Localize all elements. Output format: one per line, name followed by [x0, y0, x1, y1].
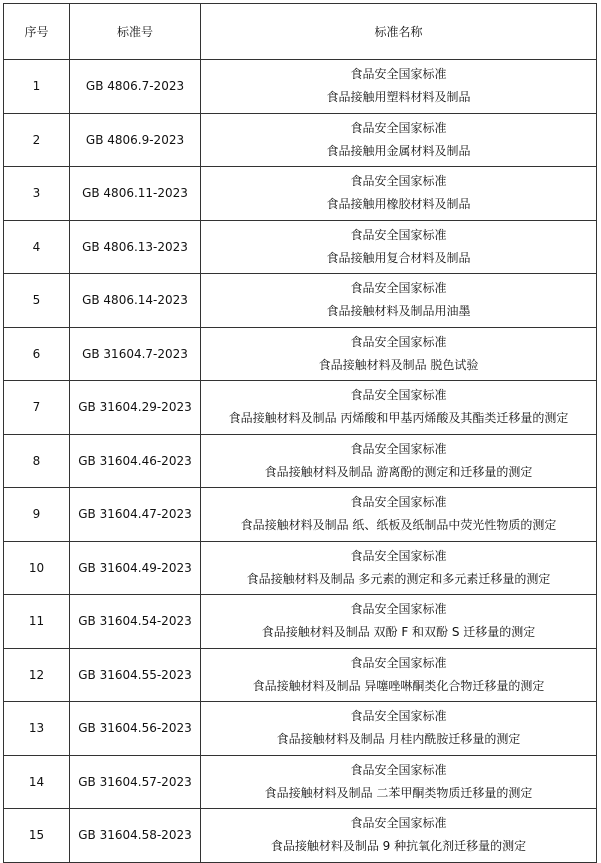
row-name-line1: 食品安全国家标准	[350, 441, 447, 456]
row-name-line2: 食品接触用复合材料及制品	[326, 250, 471, 265]
row-no: 6	[4, 327, 70, 381]
row-no: 2	[4, 113, 70, 167]
row-name-line1: 食品安全国家标准	[350, 709, 447, 724]
header-code: 标准号	[70, 4, 201, 60]
row-code: GB 31604.29-2023	[70, 381, 201, 435]
row-name	[201, 381, 597, 435]
row-code: GB 31604.7-2023	[70, 327, 201, 381]
row-name	[201, 702, 597, 756]
table-row	[4, 809, 597, 863]
row-code: GB 31604.49-2023	[70, 541, 201, 595]
row-code: GB 31604.55-2023	[70, 648, 201, 702]
row-code: GB 31604.46-2023	[70, 434, 201, 488]
row-name-line1: 食品安全国家标准	[350, 334, 447, 349]
row-name	[201, 595, 597, 649]
table-row	[4, 595, 597, 649]
row-no: 14	[4, 755, 70, 809]
row-name-line1: 食品安全国家标准	[350, 67, 447, 82]
table-row	[4, 755, 597, 809]
row-no: 11	[4, 595, 70, 649]
header-name: 标准名称	[201, 4, 597, 60]
standards-table	[3, 3, 597, 863]
row-name	[201, 327, 597, 381]
row-name-line2: 食品接触材料及制品 脱色试验	[318, 357, 479, 372]
row-no: 5	[4, 274, 70, 328]
row-name	[201, 755, 597, 809]
row-name	[201, 648, 597, 702]
row-name	[201, 167, 597, 221]
row-name-line1: 食品安全国家标准	[350, 227, 447, 242]
row-name-line2: 食品接触材料及制品 月桂内酰胺迁移量的测定	[276, 732, 521, 747]
table-row	[4, 541, 597, 595]
row-no: 13	[4, 702, 70, 756]
row-no: 7	[4, 381, 70, 435]
row-name-line2: 食品接触材料及制品 游离酚的测定和迁移量的测定	[264, 464, 533, 479]
row-name-line2: 食品接触材料及制品用油墨	[326, 304, 471, 319]
row-no: 15	[4, 809, 70, 863]
row-code: GB 4806.14-2023	[70, 274, 201, 328]
row-name-line2: 食品接触材料及制品 丙烯酸和甲基丙烯酸及其酯类迁移量的测定	[228, 411, 569, 426]
row-name-line1: 食品安全国家标准	[350, 388, 447, 403]
header-no: 序号	[4, 4, 70, 60]
row-name-line2: 食品接触用橡胶材料及制品	[326, 197, 471, 212]
row-code: GB 4806.11-2023	[70, 167, 201, 221]
row-no: 10	[4, 541, 70, 595]
row-name-line1: 食品安全国家标准	[350, 548, 447, 563]
row-no: 9	[4, 488, 70, 542]
header-row	[4, 4, 597, 60]
table-row	[4, 381, 597, 435]
table-row	[4, 434, 597, 488]
row-name-line1: 食品安全国家标准	[350, 495, 447, 510]
row-name-line2: 食品接触用塑料材料及制品	[326, 90, 471, 105]
row-name-line2: 食品接触材料及制品 纸、纸板及纸制品中荧光性物质的测定	[240, 518, 557, 533]
row-name-line1: 食品安全国家标准	[350, 281, 447, 296]
table-row	[4, 648, 597, 702]
row-code: GB 4806.13-2023	[70, 220, 201, 274]
row-name-line1: 食品安全国家标准	[350, 655, 447, 670]
table-row	[4, 113, 597, 167]
table-body	[4, 60, 597, 863]
row-name	[201, 60, 597, 114]
table-row	[4, 220, 597, 274]
row-name	[201, 541, 597, 595]
row-code: GB 31604.57-2023	[70, 755, 201, 809]
row-name	[201, 274, 597, 328]
row-name-line1: 食品安全国家标准	[350, 816, 447, 831]
row-name	[201, 809, 597, 863]
row-name	[201, 220, 597, 274]
row-no: 8	[4, 434, 70, 488]
table-row	[4, 488, 597, 542]
table-row	[4, 327, 597, 381]
row-name-line1: 食品安全国家标准	[350, 602, 447, 617]
row-code: GB 4806.7-2023	[70, 60, 201, 114]
row-name-line2: 食品接触用金属材料及制品	[326, 143, 471, 158]
row-code: GB 31604.58-2023	[70, 809, 201, 863]
row-name-line1: 食品安全国家标准	[350, 120, 447, 135]
row-name-line2: 食品接触材料及制品 9 种抗氧化剂迁移量的测定	[270, 839, 527, 854]
row-code: GB 31604.47-2023	[70, 488, 201, 542]
row-code: GB 31604.56-2023	[70, 702, 201, 756]
row-code: GB 31604.54-2023	[70, 595, 201, 649]
row-name-line2: 食品接触材料及制品 双酚 F 和双酚 S 迁移量的测定	[261, 625, 536, 640]
table-row	[4, 60, 597, 114]
row-no: 1	[4, 60, 70, 114]
table-row	[4, 274, 597, 328]
row-no: 12	[4, 648, 70, 702]
table-row	[4, 702, 597, 756]
row-name-line2: 食品接触材料及制品 多元素的测定和多元素迁移量的测定	[246, 571, 551, 586]
table-row	[4, 167, 597, 221]
row-name	[201, 113, 597, 167]
row-name	[201, 488, 597, 542]
row-code: GB 4806.9-2023	[70, 113, 201, 167]
row-name-line2: 食品接触材料及制品 异噻唑啉酮类化合物迁移量的测定	[252, 678, 545, 693]
row-name	[201, 434, 597, 488]
row-name-line1: 食品安全国家标准	[350, 174, 447, 189]
row-name-line1: 食品安全国家标准	[350, 762, 447, 777]
row-name-line2: 食品接触材料及制品 二苯甲酮类物质迁移量的测定	[264, 785, 533, 800]
row-no: 4	[4, 220, 70, 274]
row-no: 3	[4, 167, 70, 221]
